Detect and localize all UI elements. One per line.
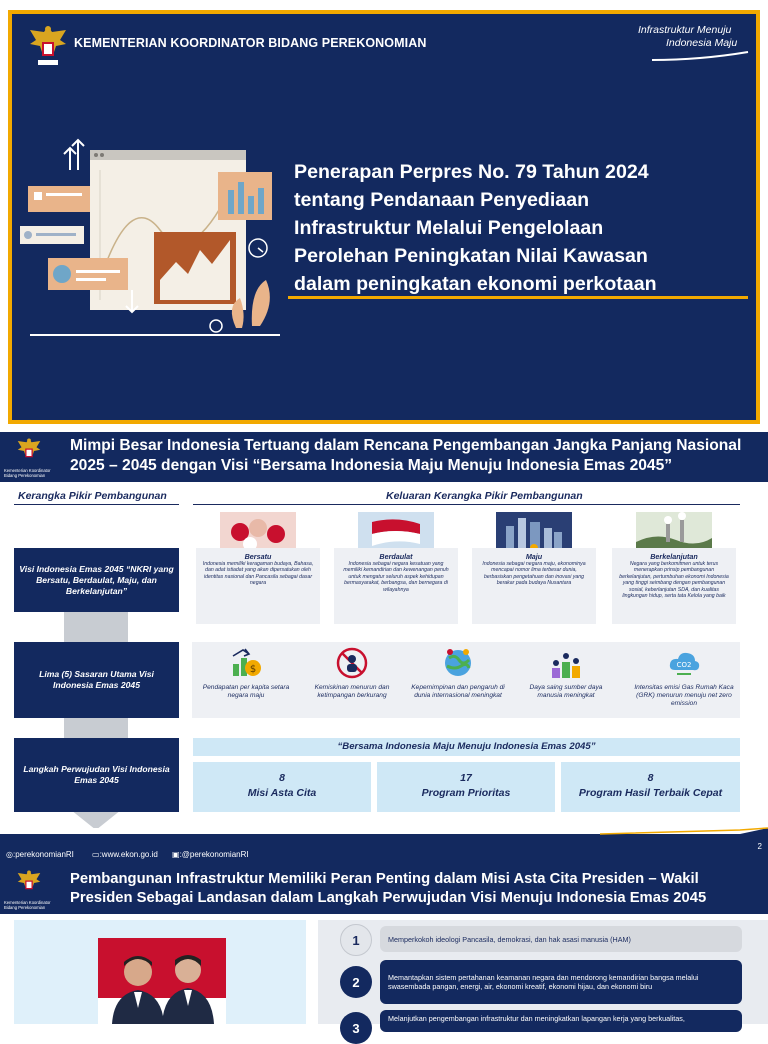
analytics-illustration-icon [20,130,290,345]
realization-steps-box: Langkah Perwujudan Visi Indonesia Emas 2045 [14,738,179,812]
program-box-quick-wins [561,762,740,812]
slide-title [70,870,760,908]
program-box-asta-cita [193,762,371,812]
money-growth-icon [229,646,263,680]
vision-statement-box: Visi Indonesia Emas 2045 “NKRI yang Bersatu, Berdaulat, Maju, dan Berkelanjutan” [14,548,179,612]
title-line: Penerapan Perpres No. 79 Tahun 2024 [294,161,649,183]
left-heading-rule [14,504,179,505]
ministry-name: KEMENTERIAN KOORDINATOR BIDANG PEREKONOMIAN [74,36,427,50]
left-column-heading: Kerangka Pikir Pembangunan [18,490,167,502]
mission-item: Memantapkan sistem pertahanan keamanan negara dan mendorong kemandirian bangsa melalui swasembada pangan, energi, air, ekonomi kreatif, ekonomi hijau, dan ekonomi biru [380,960,742,1004]
title-line: Pembangunan Infrastruktur Memiliki Peran Penting dalam Misi Asta Cita Presiden – Wakil [70,871,699,887]
right-column-heading: Keluaran Kerangka Pikir Pembangunan [386,490,583,502]
vision-card-text: Indonesia memiliki keragaman budaya, Bahasa, dan adat istiadat yang akan dipersatukan oleh identitas nasional dan Pancasila sebagai dasar negara [202,561,314,587]
target-emission [632,646,736,709]
svg-text:CO2: CO2 [676,661,692,669]
asta-cita-slide [0,864,768,1036]
tagline-swoosh-icon [652,52,748,62]
program-count: 17 [460,772,472,784]
header-logo [0,864,62,914]
website-link[interactable] [92,850,158,859]
instagram-icon: ◎ [6,850,13,859]
mission-number: 2 [340,966,372,998]
mission-item: Melanjutkan pengembangan infrastruktur dan meningkatkan lapangan kerja yang berkualitas, [380,1010,742,1032]
target-poverty [304,646,400,700]
footer-stripe [0,828,768,834]
slide-title [70,436,760,476]
mission-item: Memperkokoh ideologi Pancasila, demokrasi, dan hak asasi manusia (HAM) [380,926,742,952]
program-count: 8 [647,772,654,784]
main-targets-box: Lima (5) Sasaran Utama Visi Indonesia Emas 2045 [14,642,179,718]
instagram-handle[interactable] [6,850,74,859]
twitter-handle[interactable] [172,850,249,859]
garuda-emblem-icon [26,22,70,70]
program-label: Program Prioritas [421,787,511,799]
title-underline [288,296,748,299]
slide-header [0,432,768,482]
garuda-emblem-icon [14,436,44,466]
tagline-line-2: Indonesia Maju [666,37,738,49]
title-slide [0,0,768,428]
title-line: Infrastruktur Melalui Pengelolaan [294,217,604,239]
title-line: tentang Pendanaan Penyediaan [294,189,590,211]
twitter-icon: ▣ [172,850,180,859]
garuda-emblem-icon [14,868,44,898]
human-resources-icon [549,646,583,680]
instagram-text: :perekonomianRI [12,850,74,859]
mission-number: 1 [340,924,372,956]
slogan-banner: “Bersama Indonesia Maju Menuju Indonesia Emas 2045” [193,738,740,756]
president-vice-president-photo-icon [98,938,226,1024]
tagline-line-1: Infrastruktur Menuju [638,24,732,36]
right-heading-rule [193,504,740,505]
program-box-priority [377,762,555,812]
vision-card-title: Maju [525,552,543,561]
logo-text-line: Bidang Perekonomian [4,905,46,910]
vision-card-text: Negara yang berkomitmen untuk terus menerapkan prinsip pembangunan berkelanjutan, pertumbuhan ekonomi Indonesia yang tinggi seimbang dengan pembangunan sosial, keberlanjutan SDA, dan kualitas lingkungan hidup, serta tata Kelola yang baik [619,561,729,600]
target-text: Kepemimpinan dan pengaruh di dunia internasional meningkat [411,684,505,700]
title-line: Mimpi Besar Indonesia Tertuang dalam Rencana Pengembangan Jangka Panjang Nasional [70,437,742,454]
co2-cloud-icon [667,646,701,680]
program-count: 8 [279,772,285,784]
title-line: 2025 – 2045 dengan Visi “Bersama Indonesia Maju Menuju Indonesia Emas 2045” [70,457,673,474]
title-line: dalam peningkatan ekonomi perkotaan [294,273,657,295]
program-label: Misi Asta Cita [247,787,317,799]
target-leadership [410,646,506,700]
vision-slide [0,432,768,864]
target-human-resources [518,646,614,700]
slide-footer [0,828,768,864]
vision-card-title: Berkelanjutan [650,552,698,561]
header-logo-text [4,900,62,910]
target-text: Intensitas emisi Gas Rumah Kaca (GRK) menurun menuju net zero emission [634,684,734,708]
presentation-title [294,158,744,298]
mission-number: 3 [340,1012,372,1044]
title-line: Perolehan Peningkatan Nilai Kawasan [294,245,648,267]
target-text: Daya saing sumber daya manusia meningkat [529,684,603,700]
header-logo [0,432,62,482]
vision-card-text: Indonesia sebagai negara kesatuan yang memiliki kemandirian dan kewenangan penuh untuk mengatur seluruh aspek kehidupan bermasyarakat, berbangsa, dan bernegara di wilayahnya [343,561,449,593]
logo-text-line: Kementerian Koordinator [4,468,51,473]
poverty-reduction-icon [335,646,369,680]
vision-card-title: Bersatu [244,552,272,561]
vision-card-title: Berdaulat [379,552,413,561]
web-icon: ▭ [92,850,100,859]
target-text: Pendapatan per kapita setara negara maju [202,684,290,700]
global-leadership-icon [441,646,475,680]
logo-text-line: Bidang Perekonomian [4,473,46,478]
header-logo-text [4,468,62,478]
target-income [198,646,294,700]
tagline [638,24,737,50]
logo-text-line: Kementerian Koordinator [4,900,51,905]
website-text: :www.ekon.go.id [99,850,158,859]
page-number: 2 [757,842,762,851]
program-label: Program Hasil Terbaik Cepat [578,787,723,799]
twitter-text: :@perekonomianRI [179,850,249,859]
vision-card-text: Indonesia sebagai negara maju, ekonominya mencapai nomor lima terbesar dunia, berbasiskan pengetahuan dan inovasi yang berakar pada budaya Nusantara [482,561,586,587]
target-text: Kemiskinan menurun dan ketimpangan berkurang [314,684,390,700]
svg-text:$: $ [249,664,257,675]
slide-header [0,864,768,914]
title-line: Presiden Sebagai Landasan dalam Langkah Perwujudan Visi Menuju Indonesia Emas 2045 [70,890,707,906]
